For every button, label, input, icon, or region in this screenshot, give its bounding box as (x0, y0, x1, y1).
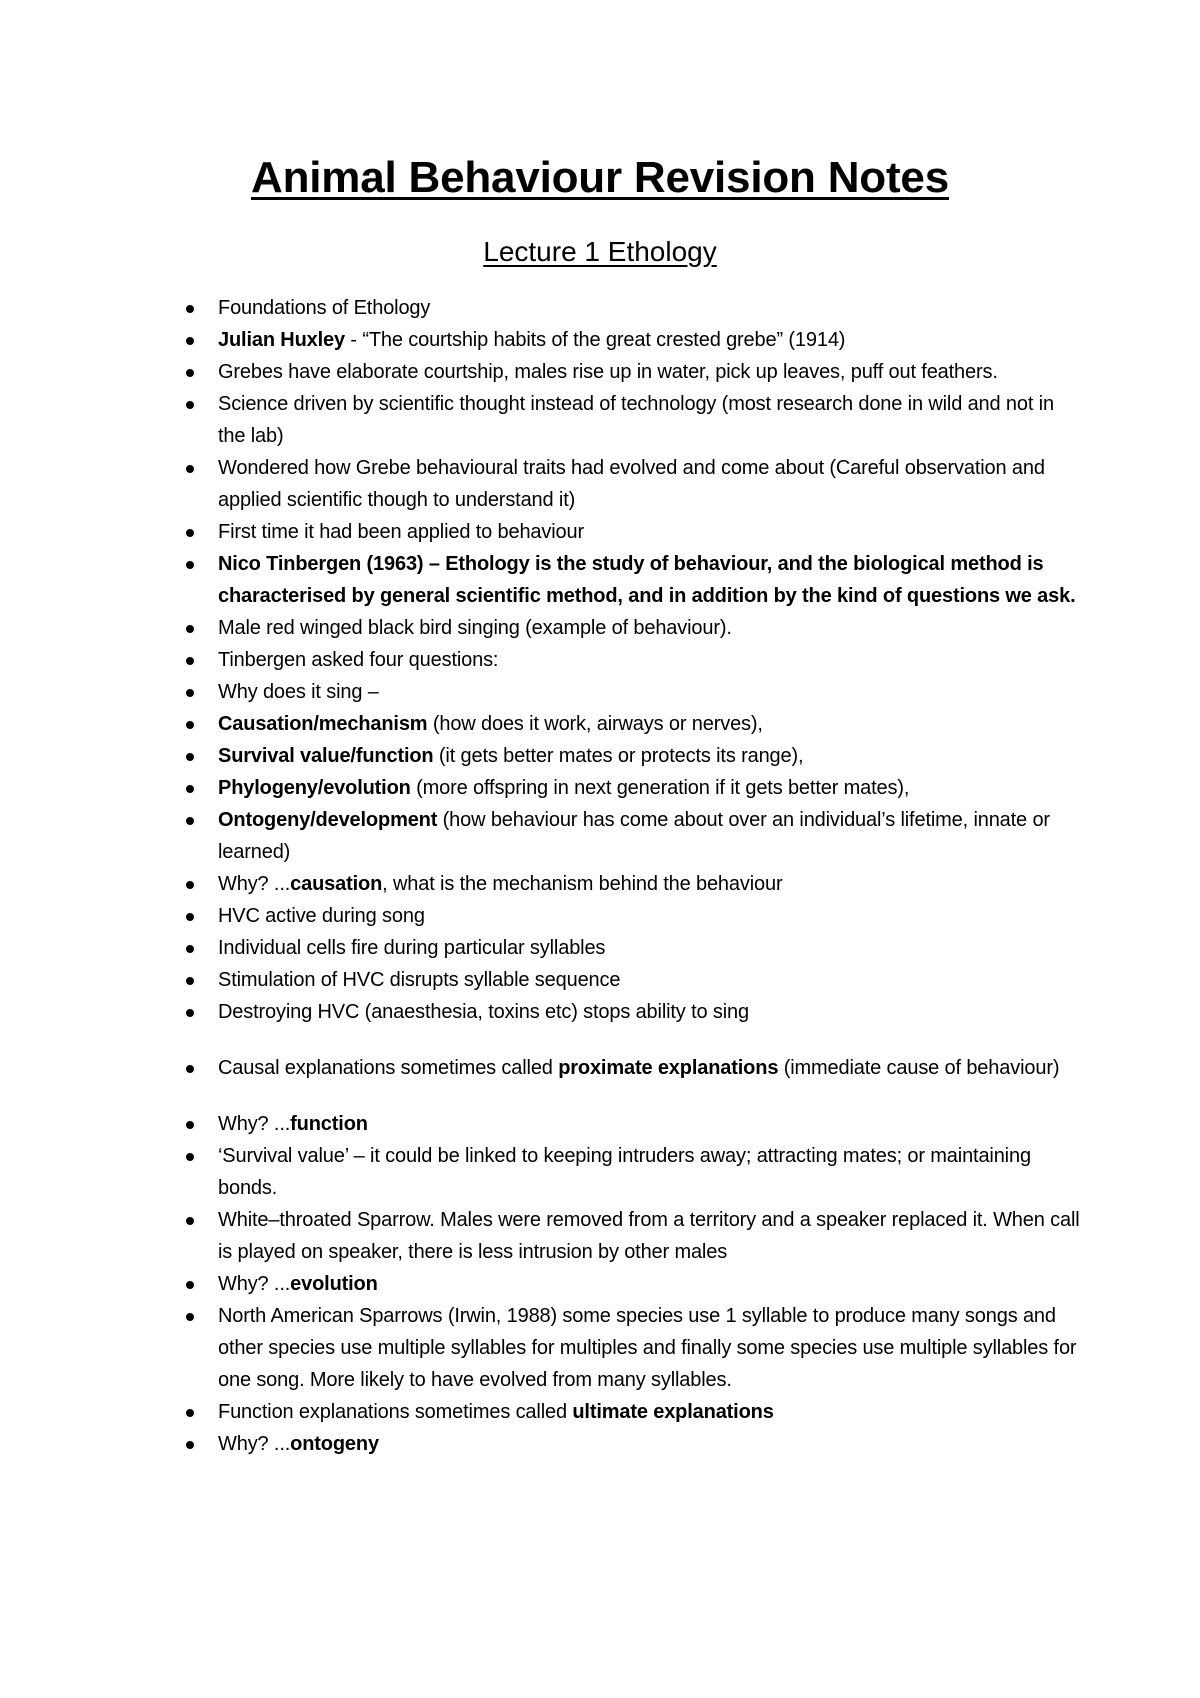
note-item (0, 644, 1200, 676)
bullet-icon (186, 1153, 194, 1161)
note-text: Destroying HVC (anaesthesia, toxins etc) stops ability to sing (218, 1001, 749, 1023)
note-item (0, 548, 1200, 612)
bullet-icon (186, 1441, 194, 1449)
bold-text: evolution (290, 1273, 378, 1295)
note-text: Stimulation of HVC disrupts syllable sequence (218, 969, 621, 991)
note-text: White–throated Sparrow. Males were removed from a territory and a speaker replaced it. When call is played on speaker, there is less intrusion by other males (218, 1209, 1080, 1263)
note-item (0, 324, 1200, 356)
bullet-icon (186, 561, 194, 569)
note-text: (more offspring in next generation if it gets better mates), (410, 777, 910, 799)
note-item (0, 292, 1200, 324)
bold-text: causation (290, 873, 383, 895)
bold-text: ultimate explanations (572, 1401, 774, 1423)
note-text: Why? ... (218, 1113, 291, 1135)
note-text: (how behaviour has come about over an individual’s lifetime, innate or learned) (218, 809, 1050, 863)
bullet-icon (186, 1409, 194, 1417)
note-text: HVC active during song (218, 905, 425, 927)
note-text: First time it had been applied to behaviour (218, 521, 584, 543)
bullet-icon (186, 785, 194, 793)
note-item (0, 388, 1200, 452)
note-item (0, 676, 1200, 708)
note-item (0, 1108, 1200, 1140)
document-title: Animal Behaviour Revision Notes (251, 153, 949, 202)
note-text: (it gets better mates or protects its range), (433, 745, 804, 767)
bullet-icon (186, 689, 194, 697)
note-text: Tinbergen asked four questions: (218, 649, 499, 671)
note-text: - “The courtship habits of the great crested grebe” (1914) (345, 329, 846, 351)
note-item (0, 804, 1200, 868)
note-text: Function explanations sometimes called (218, 1401, 573, 1423)
note-text: (how does it work, airways or nerves), (427, 713, 763, 735)
note-item (0, 964, 1200, 996)
bullet-icon (186, 625, 194, 633)
bullet-icon (186, 1313, 194, 1321)
note-text: Foundations of Ethology (218, 297, 431, 319)
bullet-icon (186, 1009, 194, 1017)
note-item (0, 356, 1200, 388)
bullet-icon (186, 369, 194, 377)
bullet-icon (186, 529, 194, 537)
note-text: , what is the mechanism behind the behaviour (382, 873, 783, 895)
note-text: Causal explanations sometimes called (218, 1057, 559, 1079)
bullet-icon (186, 977, 194, 985)
note-item (0, 612, 1200, 644)
note-text: (immediate cause of behaviour) (778, 1057, 1060, 1079)
note-text: Wondered how Grebe behavioural traits had evolved and come about (Careful observation and applied scientific though to understand it) (218, 457, 1045, 511)
note-item (0, 900, 1200, 932)
bold-text: proximate explanations (558, 1057, 779, 1079)
note-item (0, 772, 1200, 804)
lecture-heading: Lecture 1 Ethology (483, 236, 717, 267)
note-item (0, 996, 1200, 1028)
bullet-icon (186, 337, 194, 345)
note-item (0, 1140, 1200, 1204)
note-item (0, 452, 1200, 516)
note-item (0, 516, 1200, 548)
note-item (0, 1428, 1200, 1460)
bold-text: Ontogeny/development (218, 809, 438, 831)
bullet-icon (186, 1065, 194, 1073)
bullet-icon (186, 1217, 194, 1225)
bullet-icon (186, 401, 194, 409)
bullet-icon (186, 753, 194, 761)
bullet-icon (186, 945, 194, 953)
bullet-icon (186, 657, 194, 665)
note-item (0, 1268, 1200, 1300)
bullet-icon (186, 881, 194, 889)
bold-text: ontogeny (290, 1433, 379, 1455)
note-text: ‘Survival value’ – it could be linked to keeping intruders away; attracting mates; or maintaining bonds. (218, 1145, 1031, 1199)
bold-text: Survival value/function (218, 745, 434, 767)
note-item (0, 740, 1200, 772)
note-text: Individual cells fire during particular syllables (218, 937, 606, 959)
bullet-icon (186, 1281, 194, 1289)
note-text: Why? ... (218, 1433, 291, 1455)
note-item (0, 1396, 1200, 1428)
bullet-icon (186, 913, 194, 921)
note-item (0, 1300, 1200, 1396)
note-text: Male red winged black bird singing (example of behaviour). (218, 617, 732, 639)
note-text: Why? ... (218, 873, 291, 895)
note-item (0, 932, 1200, 964)
bold-text: function (290, 1113, 368, 1135)
note-text: Why does it sing – (218, 681, 379, 703)
bold-text: Phylogeny/evolution (218, 777, 411, 799)
note-item (0, 1052, 1200, 1084)
bold-text: Julian Huxley (218, 329, 345, 351)
bullet-icon (186, 305, 194, 313)
notes-list (0, 292, 1200, 1460)
note-text: North American Sparrows (Irwin, 1988) some species use 1 syllable to produce many songs and other species use multiple syllables for multiples and finally some species use multiple syllables for one song. More likely to have evolved from many syllables. (218, 1305, 1077, 1391)
note-item (0, 1204, 1200, 1268)
note-item (0, 868, 1200, 900)
note-text: Science driven by scientific thought instead of technology (most research done in wild and not in the lab) (218, 393, 1054, 447)
bullet-icon (186, 721, 194, 729)
note-item (0, 708, 1200, 740)
note-text: Grebes have elaborate courtship, males rise up in water, pick up leaves, puff out feathers. (218, 361, 998, 383)
bold-text: Nico Tinbergen (1963) – Ethology is the study of behaviour, and the biological method is characterised by general scientific method, and in addition by the kind of questions we ask. (218, 553, 1076, 607)
bold-text: Causation/mechanism (218, 713, 428, 735)
bullet-icon (186, 817, 194, 825)
bullet-icon (186, 465, 194, 473)
bullet-icon (186, 1121, 194, 1129)
note-text: Why? ... (218, 1273, 291, 1295)
